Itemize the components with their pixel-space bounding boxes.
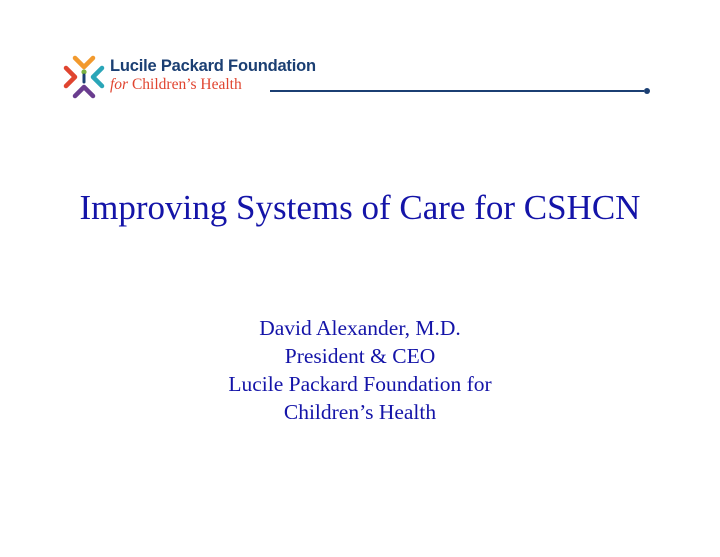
presenter-role: President & CEO xyxy=(284,344,436,368)
logo-tagline xyxy=(110,76,242,94)
logo-tagline-for: for xyxy=(110,76,129,93)
presenter-organization-line-1: Lucile Packard Foundation for xyxy=(228,372,492,396)
logo-rule xyxy=(270,90,644,92)
slide-title: Improving Systems of Care for CSHCN xyxy=(79,188,641,227)
logo-name: Lucile Packard Foundation xyxy=(110,57,316,75)
presenter-name: David Alexander, M.D. xyxy=(259,316,461,340)
presenter-organization-line-2: Children’s Health xyxy=(283,400,437,424)
presenter-byline xyxy=(0,314,720,426)
logo-rule-dot xyxy=(644,88,650,94)
foundation-logo-mark-icon xyxy=(62,54,106,100)
logo-tagline-rest: Children’s Health xyxy=(128,76,242,93)
foundation-logo xyxy=(62,54,662,104)
